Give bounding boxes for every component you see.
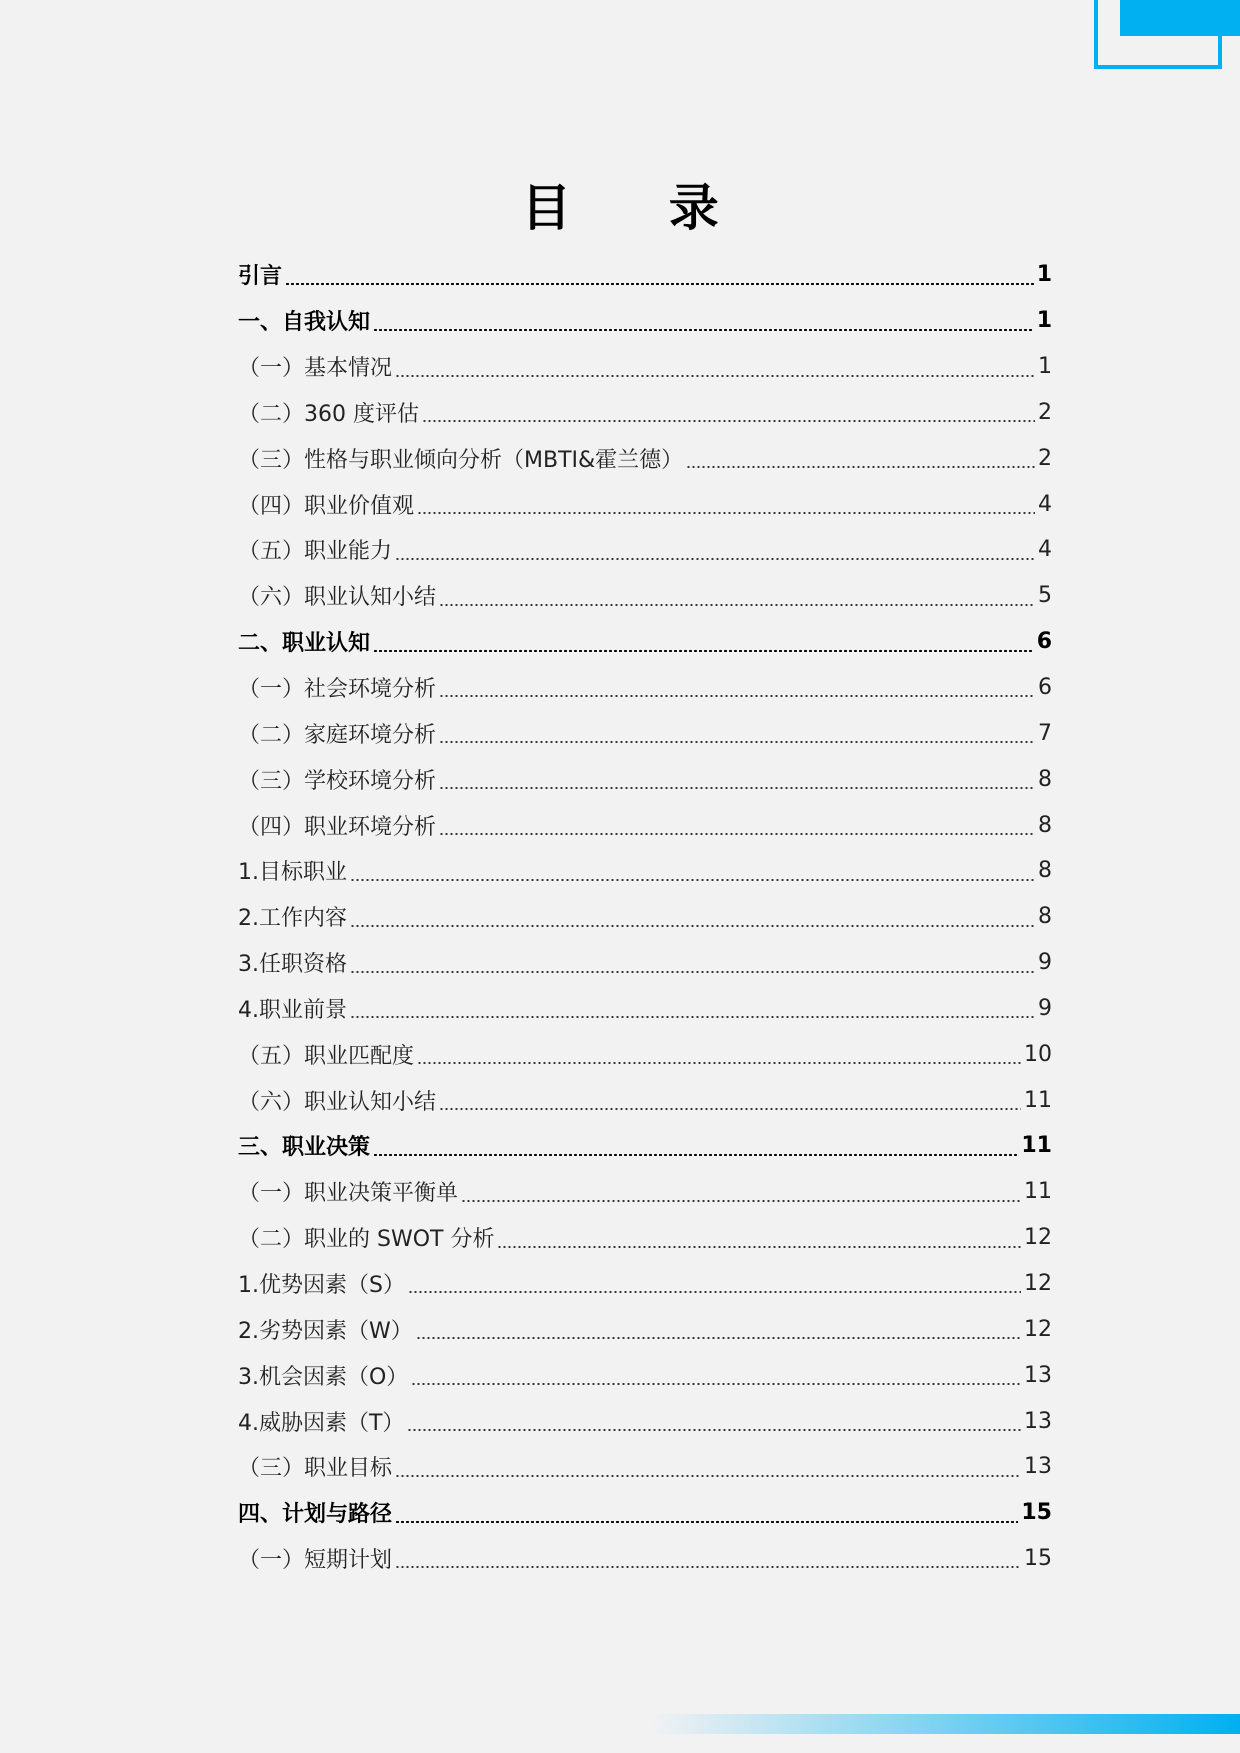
toc-entry-page-number: 7	[1038, 720, 1052, 746]
toc-dot-leader	[417, 512, 1035, 514]
toc-dot-leader	[395, 375, 1035, 377]
toc-list	[238, 252, 1052, 1581]
toc-dot-leader	[686, 466, 1035, 468]
toc-entry[interactable]	[238, 1444, 1052, 1490]
toc-entry-page-number: 1	[1036, 262, 1052, 288]
toc-dot-leader	[395, 1475, 1021, 1477]
toc-entry[interactable]	[238, 1352, 1052, 1398]
toc-dot-leader	[439, 741, 1035, 743]
toc-entry-label: （一）短期计划	[238, 1548, 393, 1574]
toc-entry[interactable]	[238, 527, 1052, 573]
toc-entry-label: （三）性格与职业倾向分析（MBTI&霍兰德）	[238, 447, 684, 473]
toc-entry-page-number: 8	[1038, 858, 1052, 884]
toc-entry-label: 2.工作内容	[238, 906, 347, 932]
toc-entry-page-number: 9	[1038, 995, 1052, 1021]
toc-entry[interactable]	[238, 619, 1052, 665]
toc-entry-label: 1.目标职业	[238, 860, 347, 886]
toc-dot-leader	[395, 558, 1035, 560]
toc-dot-leader	[373, 329, 1034, 331]
toc-entry-label: 4.职业前景	[238, 997, 347, 1023]
toc-entry-page-number: 12	[1024, 1316, 1052, 1342]
toc-entry-label: （二）360 度评估	[238, 401, 419, 427]
toc-entry[interactable]	[238, 756, 1052, 802]
toc-entry-label: （一）社会环境分析	[238, 677, 437, 703]
toc-entry-page-number: 15	[1024, 1546, 1052, 1572]
toc-dot-leader	[439, 695, 1035, 697]
toc-entry-page-number: 5	[1038, 583, 1052, 609]
toc-dot-leader	[408, 1291, 1021, 1293]
toc-dot-leader	[395, 1566, 1021, 1568]
toc-entry-page-number: 4	[1038, 491, 1052, 517]
toc-entry[interactable]	[238, 481, 1052, 527]
toc-entry[interactable]	[238, 1077, 1052, 1123]
toc-entry-label: 3.任职资格	[238, 952, 347, 978]
toc-entry-page-number: 13	[1024, 1408, 1052, 1434]
toc-dot-leader	[439, 604, 1035, 606]
toc-dot-leader	[285, 283, 1034, 285]
toc-entry[interactable]	[238, 1306, 1052, 1352]
toc-entry[interactable]	[238, 252, 1052, 298]
toc-entry-page-number: 8	[1038, 812, 1052, 838]
toc-entry-page-number: 12	[1024, 1225, 1052, 1251]
toc-entry-label: 一、自我认知	[238, 310, 371, 336]
toc-entry-page-number: 13	[1024, 1362, 1052, 1388]
toc-entry[interactable]	[238, 1398, 1052, 1444]
toc-dot-leader	[497, 1246, 1021, 1248]
toc-entry-page-number: 10	[1024, 1041, 1052, 1067]
toc-entry-label: 引言	[238, 264, 283, 290]
toc-entry-label: （一）基本情况	[238, 356, 393, 382]
toc-dot-leader	[439, 1108, 1021, 1110]
toc-entry[interactable]	[238, 665, 1052, 711]
toc-entry-page-number: 12	[1024, 1270, 1052, 1296]
toc-dot-leader	[439, 833, 1035, 835]
toc-entry-label: （四）职业价值观	[238, 493, 415, 519]
toc-entry-label: （六）职业认知小结	[238, 1089, 437, 1115]
toc-entry-page-number: 9	[1038, 950, 1052, 976]
toc-entry[interactable]	[238, 802, 1052, 848]
toc-entry-page-number: 11	[1021, 1133, 1052, 1159]
toc-dot-leader	[417, 1062, 1021, 1064]
toc-dot-leader	[350, 879, 1035, 881]
toc-entry[interactable]	[238, 1169, 1052, 1215]
toc-entry-page-number: 4	[1038, 537, 1052, 563]
toc-entry[interactable]	[238, 1490, 1052, 1536]
toc-entry[interactable]	[238, 940, 1052, 986]
toc-entry-label: 2.劣势因素（W）	[238, 1318, 413, 1344]
toc-entry-page-number: 2	[1038, 445, 1052, 471]
toc-entry[interactable]	[238, 1215, 1052, 1261]
toc-entry[interactable]	[238, 573, 1052, 619]
toc-entry[interactable]	[238, 894, 1052, 940]
toc-entry-label: （二）职业的 SWOT 分析	[238, 1227, 495, 1253]
page-title: 目 录	[521, 179, 759, 237]
toc-dot-leader	[395, 1521, 1018, 1523]
toc-entry[interactable]	[238, 1536, 1052, 1582]
toc-entry[interactable]	[238, 1031, 1052, 1077]
toc-dot-leader	[373, 1154, 1018, 1156]
toc-entry-page-number: 1	[1038, 354, 1052, 380]
toc-entry-label: （六）职业认知小结	[238, 585, 437, 611]
toc-entry-page-number: 8	[1038, 766, 1052, 792]
toc-entry-label: 3.机会因素（O）	[238, 1364, 409, 1390]
toc-entry-page-number: 6	[1036, 629, 1052, 655]
toc-entry[interactable]	[238, 1123, 1052, 1169]
toc-entry[interactable]	[238, 344, 1052, 390]
toc-entry[interactable]	[238, 435, 1052, 481]
toc-dot-leader	[422, 420, 1035, 422]
toc-entry-page-number: 8	[1038, 904, 1052, 930]
toc-dot-leader	[407, 1429, 1021, 1431]
toc-entry-label: （一）职业决策平衡单	[238, 1181, 459, 1207]
toc-entry-page-number: 6	[1038, 675, 1052, 701]
toc-entry-label: （四）职业环境分析	[238, 814, 437, 840]
toc-dot-leader	[416, 1337, 1021, 1339]
toc-entry-label: 4.威胁因素（T）	[238, 1410, 405, 1436]
bottom-gradient-bar	[650, 1714, 1240, 1734]
toc-entry-page-number: 11	[1024, 1087, 1052, 1113]
toc-dot-leader	[411, 1383, 1021, 1385]
toc-entry-page-number: 1	[1036, 308, 1052, 334]
toc-dot-leader	[350, 925, 1035, 927]
corner-accent-frame	[1094, 0, 1222, 69]
toc-dot-leader	[461, 1200, 1021, 1202]
toc-entry-page-number: 13	[1024, 1454, 1052, 1480]
toc-entry[interactable]	[238, 298, 1052, 344]
toc-entry-page-number: 11	[1024, 1179, 1052, 1205]
toc-entry-label: （二）家庭环境分析	[238, 722, 437, 748]
toc-entry[interactable]	[238, 1261, 1052, 1307]
toc-entry[interactable]	[238, 710, 1052, 756]
toc-entry[interactable]	[238, 848, 1052, 894]
toc-entry-page-number: 15	[1021, 1500, 1052, 1526]
toc-dot-leader	[439, 787, 1035, 789]
toc-dot-leader	[373, 650, 1034, 652]
toc-entry-label: 1.优势因素（S）	[238, 1272, 405, 1298]
toc-entry[interactable]	[238, 986, 1052, 1032]
toc-dot-leader	[350, 971, 1035, 973]
toc-entry-label: 四、计划与路径	[238, 1502, 393, 1528]
toc-entry-label: （三）学校环境分析	[238, 768, 437, 794]
toc-entry-label: 二、职业认知	[238, 631, 371, 657]
toc-entry-label: （三）职业目标	[238, 1456, 393, 1482]
toc-entry-label: （五）职业能力	[238, 539, 393, 565]
toc-entry[interactable]	[238, 390, 1052, 436]
toc-dot-leader	[350, 1016, 1035, 1018]
toc-entry-label: （五）职业匹配度	[238, 1043, 415, 1069]
toc-entry-page-number: 2	[1038, 399, 1052, 425]
toc-entry-label: 三、职业决策	[238, 1135, 371, 1161]
